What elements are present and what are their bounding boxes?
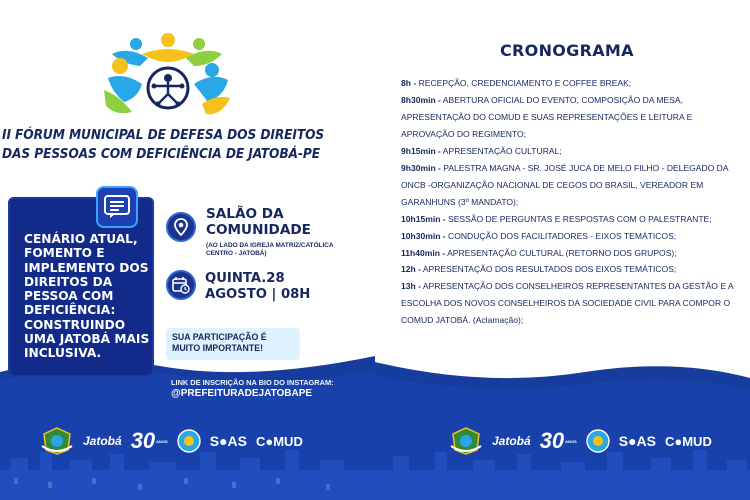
location-pin-icon: [166, 212, 196, 242]
event-title-line-1: II FÓRUM MUNICIPAL DE DEFESA DOS DIREITOS: [2, 127, 325, 143]
schedule-time: 9h15min -: [401, 145, 441, 156]
schedule-title: CRONOGRAMA: [500, 41, 634, 60]
municipal-seal-icon: [449, 426, 483, 456]
thirty-years-logo: [540, 430, 577, 452]
jatoba-logo: [492, 435, 531, 447]
instagram-label: LINK DE INSCRIÇÃO NA BIO DO INSTAGRAM:: [171, 378, 334, 387]
thirty-years-anos: ANOS: [565, 438, 577, 444]
thirty-years-number: 30: [130, 428, 156, 453]
schedule-description: APRESENTAÇÃO DOS CONSELHEIROS REPRESENTANTES DA GESTÃO E A ESCOLHA DOS NOVOS CONSELHEIROS DA SOCIEDADE CIVIL PARA COMPOR O COMUD JATOBÁ. (Aclamação);: [401, 281, 734, 326]
schedule-time: 13h -: [401, 281, 421, 292]
soas-logo-text: S●AS: [209, 433, 247, 449]
event-date-time: AGOSTO | 08H: [205, 287, 311, 303]
schedule-description: RECEPÇÃO, CREDENCIAMENTO E COFFEE BREAK;: [416, 78, 632, 88]
schedule-entry: [401, 211, 746, 228]
thirty-years-anos: ANOS: [156, 438, 168, 444]
event-title-line-2: DAS PESSOAS COM DEFICIÊNCIA DE JATOBÁ-PE: [2, 146, 321, 162]
calendar-clock-icon: [166, 270, 196, 300]
schedule-entry: [401, 160, 746, 211]
round-emblem-icon: [177, 429, 201, 453]
schedule-time: 12h -: [401, 264, 421, 275]
instagram-info: [171, 378, 371, 400]
participation-note: SUA PARTICIPAÇÃO É MUITO IMPORTANTE!: [166, 328, 300, 360]
schedule-entry: [401, 228, 746, 245]
schedule-entry: [401, 261, 746, 278]
schedule-time: 11h40min -: [401, 247, 446, 258]
footer-logos-left: [40, 425, 340, 457]
schedule-description: SESSÃO DE PERGUNTAS E RESPOSTAS COM O PALESTRANTE;: [445, 213, 712, 224]
soas-logo: [619, 433, 656, 449]
thirty-years-logo: [131, 430, 168, 452]
schedule-list: [401, 75, 746, 329]
venue-title: SALÃO DA COMUNIDADE: [206, 206, 311, 238]
event-date: [205, 271, 355, 304]
schedule-entry: [401, 245, 746, 262]
soas-logo-text: S●AS: [618, 433, 656, 449]
schedule-description: APRESENTAÇÃO CULTURAL;: [440, 145, 562, 156]
comud-logo: [665, 434, 712, 449]
comud-logo-text: C●MUD: [255, 433, 303, 449]
right-panel: [375, 0, 750, 500]
schedule-time: 8h -: [401, 78, 417, 88]
jatoba-logo-text: Jatobá: [83, 434, 122, 448]
jatoba-logo-text: Jatobá: [492, 434, 531, 448]
schedule-description: APRESENTAÇÃO CULTURAL (RETORNO DOS GRUPOS);: [445, 247, 677, 258]
municipal-seal-icon: [40, 426, 74, 456]
venue-subtitle: (AO LADO DA IGREJA MATRIZ/CATÓLICA CENTRO - JATOBÁ): [206, 242, 334, 257]
schedule-entry: [401, 278, 746, 329]
schedule-time: 8h30min -: [401, 94, 441, 105]
schedule-entry: [401, 75, 746, 92]
event-date-day: QUINTA.28: [205, 271, 285, 286]
schedule-entry: [401, 92, 746, 143]
footer-logos-right: [449, 425, 749, 457]
instagram-handle[interactable]: @PREFEITURADEJATOBAPE: [171, 388, 313, 399]
comud-logo-text: C●MUD: [664, 433, 712, 449]
schedule-description: CONDUÇÃO DOS FACILITADORES - EIXOS TEMÁTICOS;: [445, 230, 677, 241]
jatoba-logo: [83, 435, 122, 447]
schedule-time: 9h30min -: [401, 162, 441, 173]
theme-text: CENÁRIO ATUAL, FOMENTO E IMPLEMENTO DOS DIREITOS DA PESSOA COM DEFICIÊNCIA: CONSTRUINDO UMA JATOBÁ MAIS INCLUSIVA.: [24, 232, 150, 361]
schedule-time: 10h15min -: [401, 213, 446, 224]
document-chat-icon: [96, 186, 138, 228]
schedule-time: 10h30min -: [401, 230, 446, 241]
soas-logo: [210, 433, 247, 449]
schedule-description: PALESTRA MAGNA - SR. JOSÉ JUCA DE MELO FILHO - DELEGADO DA ONCB -ORGANIZAÇÃO NACIONAL DE CEGOS DO BRASIL, VEREADOR EM GARANHUNS (3º MANDATO);: [401, 162, 729, 207]
thirty-years-number: 30: [539, 428, 565, 453]
schedule-entry: [401, 143, 746, 160]
schedule-description: APRESENTAÇÃO DOS RESULTADOS DOS EIXOS TEMÁTICOS;: [420, 264, 677, 275]
round-emblem-icon: [586, 429, 610, 453]
comud-logo: [256, 434, 303, 449]
schedule-description: ABERTURA OFICIAL DO EVENTO, COMPOSIÇÃO DA MESA, APRESENTAÇÃO DO COMUD E SUAS REPRESENTAÇÕES E LEITURA E APROVAÇÃO DO REGIMENTO;: [401, 94, 693, 139]
